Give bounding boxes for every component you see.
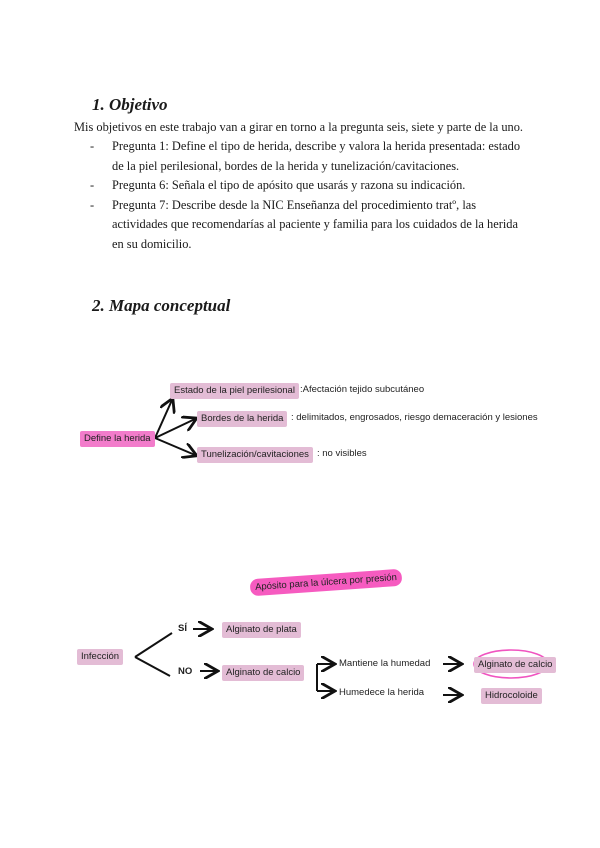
map2-cond-a: Mantiene la humedad xyxy=(339,658,431,669)
map1-branch-tunelizacion: Tunelización/cavitaciones xyxy=(197,447,313,463)
map2-yes-label: SÍ xyxy=(178,623,187,634)
map2-no-label: NO xyxy=(178,666,193,677)
heading-mapa-conceptual: 2. Mapa conceptual xyxy=(92,296,231,315)
map1-detail-tunelizacion: : no visibles xyxy=(317,448,367,459)
list-item: - Pregunta 1: Define el tipo de herida, describe y valora la herida presentada: estado de la piel perilesional, bordes de la herida y tunelización/cavitaciones. xyxy=(90,137,530,176)
list-item: - Pregunta 6: Señala el tipo de apósito que usarás y razona su indicación. xyxy=(90,176,530,196)
list-item: - Pregunta 7: Describe desde la NIC Enseñanza del procedimiento tratº, las actividades que recomendarías al paciente y familia para los cuidados de la herida en su domicilio. xyxy=(90,196,530,255)
map2-yes-result: Alginato de plata xyxy=(222,622,301,638)
map2-root: Infección xyxy=(77,649,123,665)
arrow-infeccion-si xyxy=(135,633,172,657)
map1-detail-estado: :Afectación tejido subcutáneo xyxy=(300,384,425,395)
map2-cond-b: Humedece la herida xyxy=(339,687,425,698)
objetivo-intro: Mis objetivos en este trabajo van a girar en torno a la pregunta seis, siete y parte de la uno. xyxy=(74,120,524,134)
arrow-infeccion-no xyxy=(135,657,170,676)
map1-branch-estado: Estado de la piel perilesional xyxy=(170,383,299,399)
map2-result-a: Alginato de calcio xyxy=(474,657,556,673)
map1-branch-bordes: Bordes de la herida xyxy=(197,411,287,427)
map1-root: Define la herida xyxy=(80,431,155,447)
map2-no-result: Alginato de calcio xyxy=(222,665,304,681)
map2-result-b: Hidrocoloide xyxy=(481,688,542,704)
map2-title: Apósito para la úlcera por presión xyxy=(250,569,403,597)
heading-objetivo: 1. Objetivo xyxy=(92,95,168,114)
map1-detail-bordes: : delimitados, engrosados, riesgo demaceración y lesiones xyxy=(291,412,538,423)
